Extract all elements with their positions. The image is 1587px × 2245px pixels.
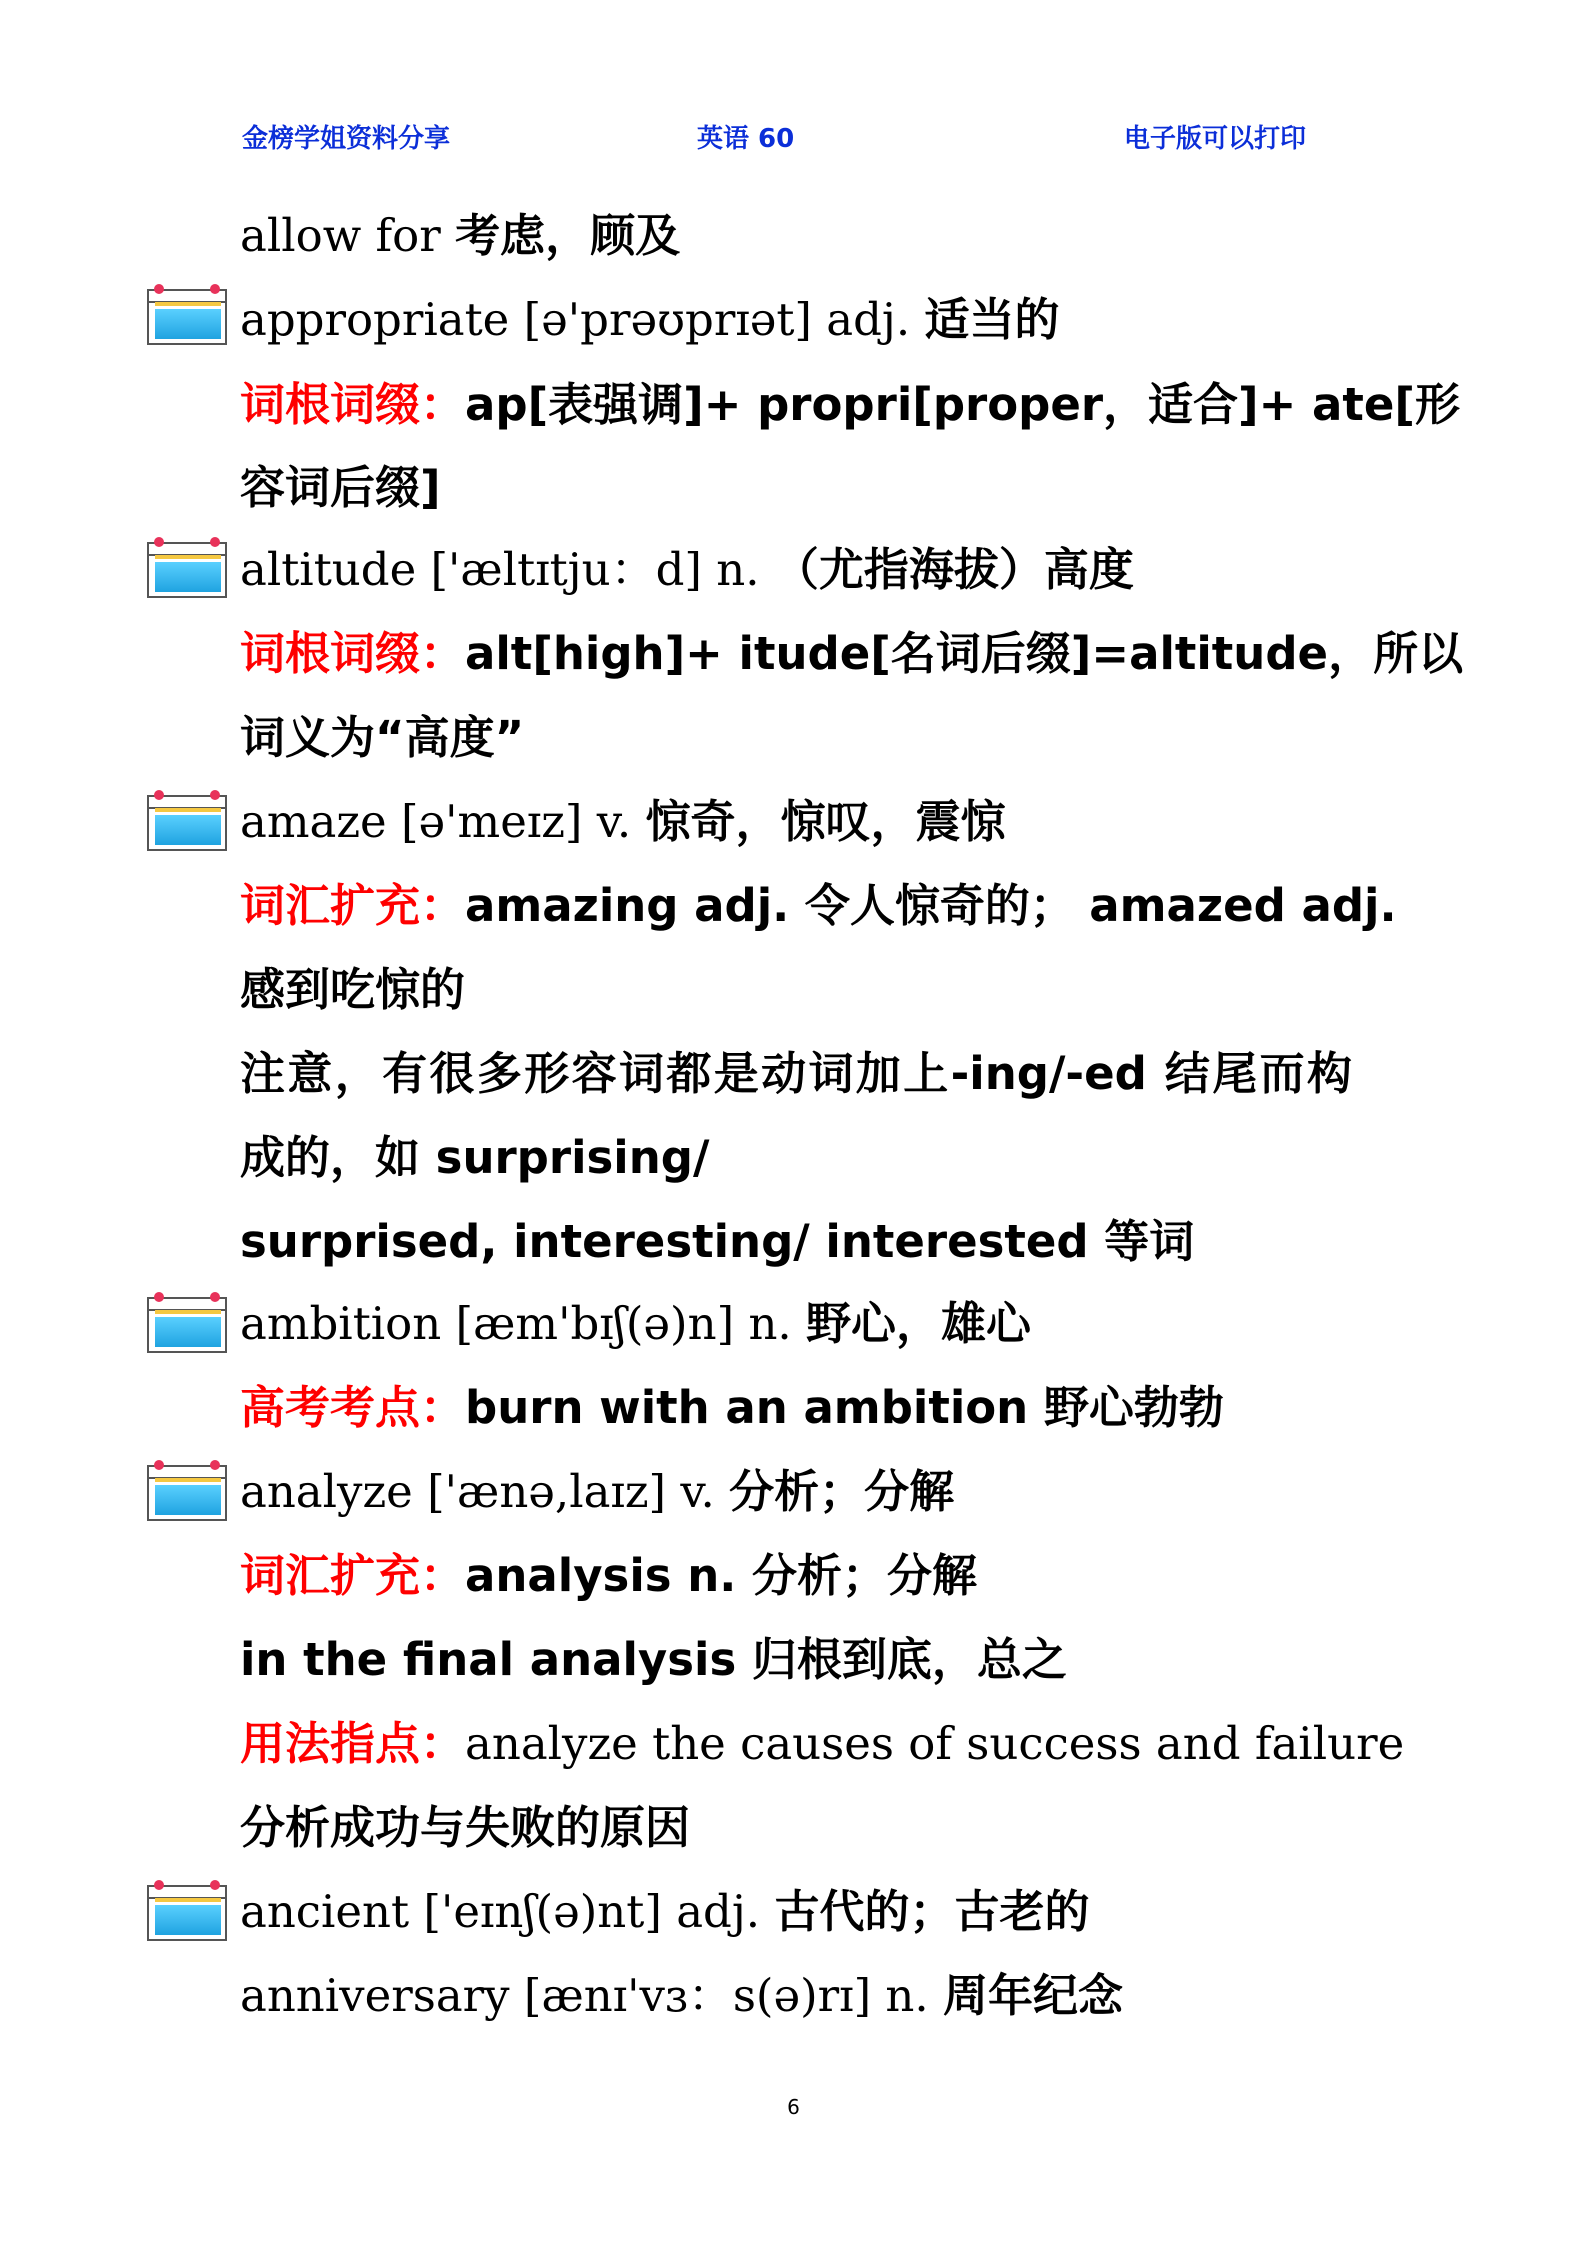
calendar-icon <box>145 1878 229 1942</box>
entry-allow-for <box>240 206 680 266</box>
word: ambition [æm'bɪʃ(ə)n] n. <box>240 1297 792 1350</box>
label-root: 词根词缀： <box>240 378 466 431</box>
word: anniversary [ænɪ'vɜ：s(ə)rɪ] n. <box>240 1969 929 2022</box>
meaning: 分析；分解 <box>729 1465 955 1518</box>
note-text: 成的，如 surprising/ <box>240 1131 710 1184</box>
root-note <box>240 375 1460 435</box>
label-exam: 高考考点： <box>240 1381 466 1434</box>
entry-ambition <box>240 1294 1031 1354</box>
meaning: 考虑，顾及 <box>455 209 681 262</box>
calendar-icon <box>145 282 229 346</box>
word: analyze ['ænə,laɪz] v. <box>240 1465 715 1518</box>
entry-analyze <box>240 1462 954 1522</box>
word: allow for <box>240 209 441 262</box>
note-text: 注意，有很多形容词都是动词加上-ing/-ed 结尾而构 <box>240 1047 1352 1100</box>
word: appropriate [ə'prəʊprɪət] adj. <box>240 293 911 346</box>
usage-note <box>240 1714 1405 1774</box>
ext-text: amazed adj. <box>1089 879 1397 932</box>
point-text: burn with an ambition 野心勃勃 <box>465 1381 1224 1434</box>
calendar-icon <box>145 535 229 599</box>
entry-appropriate <box>240 290 1060 350</box>
word: altitude ['æltɪtju：d] n. <box>240 543 760 596</box>
label-extension: 词汇扩充： <box>240 879 466 932</box>
entry-anniversary <box>240 1966 1123 2026</box>
usage-translation: 分析成功与失败的原因 <box>240 1801 691 1854</box>
meaning: （尤指海拔）高度 <box>773 543 1134 596</box>
entry-ancient <box>240 1882 1089 1942</box>
page-header <box>0 118 1587 158</box>
usage-text: analyze the causes of success and failure <box>465 1717 1405 1770</box>
extension-note <box>240 1546 977 1606</box>
word: ancient ['eɪnʃ(ə)nt] adj. <box>240 1885 761 1938</box>
entry-amaze <box>240 792 1006 852</box>
ext-text: analysis n. 分析；分解 <box>465 1549 978 1602</box>
phrase: in the final analysis 归根到底，总之 <box>240 1633 1067 1686</box>
meaning: 惊奇，惊叹，震惊 <box>645 795 1006 848</box>
calendar-icon <box>145 788 229 852</box>
note-text: surprised, interesting/ interested 等词 <box>240 1215 1195 1268</box>
entry-altitude <box>240 540 1134 600</box>
exam-point <box>240 1378 1224 1438</box>
extension-note <box>240 876 1397 936</box>
note-continuation: 容词后缀] <box>240 461 441 514</box>
note-text: ap[表强调]+ propri[proper，适合]+ ate[形 <box>465 378 1460 431</box>
page-number: 6 <box>787 2095 800 2119</box>
root-note <box>240 624 1464 684</box>
word: amaze [ə'meɪz] v. <box>240 795 632 848</box>
meaning: 周年纪念 <box>943 1969 1124 2022</box>
ext-text: amazing adj. 令人惊奇的； <box>465 879 1075 932</box>
header-center: 英语 60 <box>697 124 795 154</box>
meaning: 古代的；古老的 <box>774 1885 1090 1938</box>
label-extension: 词汇扩充： <box>240 1549 466 1602</box>
note-text: alt[high]+ itude[名词后缀]=altitude，所以 <box>465 627 1464 680</box>
calendar-icon <box>145 1290 229 1354</box>
label-usage: 用法指点： <box>240 1717 466 1770</box>
meaning: 适当的 <box>924 293 1060 346</box>
header-left: 金榜学姐资料分享 <box>242 124 451 154</box>
calendar-icon <box>145 1458 229 1522</box>
note-continuation: 词义为“高度” <box>240 711 525 764</box>
meaning: 野心，雄心 <box>806 1297 1032 1350</box>
label-root: 词根词缀： <box>240 627 466 680</box>
header-right: 电子版可以打印 <box>1124 124 1307 154</box>
ext-continuation: 感到吃惊的 <box>240 963 466 1016</box>
